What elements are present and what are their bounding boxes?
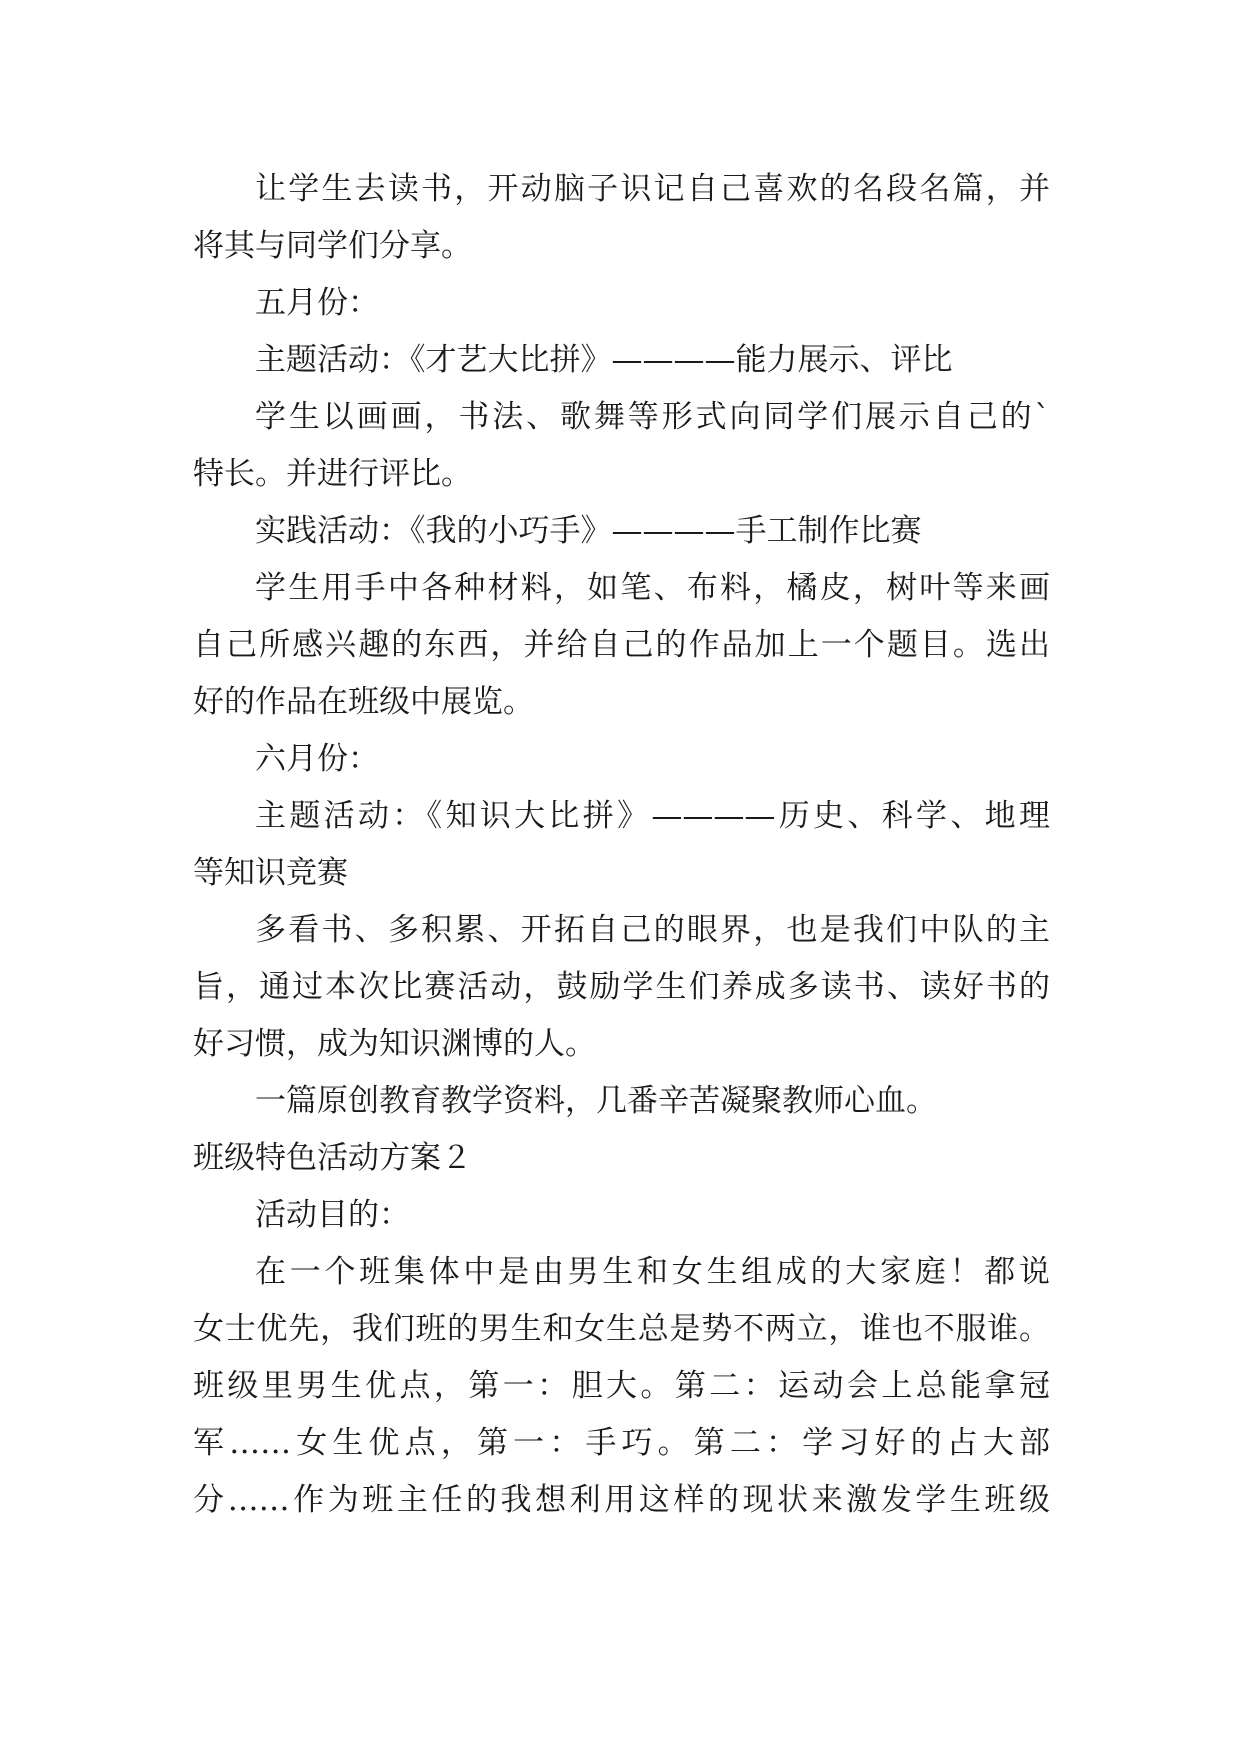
activity-heading: 主题活动：《才艺大比拼》————能力展示、评比 (255, 342, 953, 378)
paragraph-line: 女士优先，我们班的男生和女生总是势不两立，谁也不服谁。 (193, 1311, 1050, 1347)
month-heading: 五月份： (255, 285, 379, 321)
paragraph-line: 好的作品在班级中展览。 (193, 684, 534, 720)
paragraph-line: 旨，通过本次比赛活动，鼓励学生们养成多读书、读好书的 (193, 969, 1050, 1005)
paragraph-line: 学生用手中各种材料，如笔、布料，橘皮，树叶等来画 (255, 570, 1050, 606)
paragraph-line: 学生以画画，书法、歌舞等形式向同学们展示自己的` (255, 399, 1050, 435)
paragraph-line: 多看书、多积累、开拓自己的眼界，也是我们中队的主 (255, 912, 1050, 948)
paragraph-line: 让学生去读书，开动脑子识记自己喜欢的名段名篇，并 (255, 171, 1050, 207)
paragraph-line: 好习惯，成为知识渊博的人。 (193, 1026, 596, 1062)
paragraph-line: 在一个班集体中是由男生和女生组成的大家庭！都说 (255, 1254, 1050, 1290)
paragraph-line: 将其与同学们分享。 (193, 228, 472, 264)
paragraph-line: 一篇原创教育教学资料，几番辛苦凝聚教师心血。 (255, 1083, 937, 1119)
section-title: 班级特色活动方案２ (193, 1140, 472, 1176)
paragraph-line: 班级里男生优点，第一：胆大。第二：运动会上总能拿冠 (193, 1368, 1050, 1404)
paragraph-line: 分……作为班主任的我想利用这样的现状来激发学生班级 (193, 1482, 1050, 1518)
paragraph-line: 特长。并进行评比。 (193, 456, 472, 492)
month-heading: 六月份： (255, 741, 379, 777)
paragraph-line: 等知识竞赛 (193, 855, 348, 891)
paragraph-line: 自己所感兴趣的东西，并给自己的作品加上一个题目。选出 (193, 627, 1050, 663)
paragraph-line: 军……女生优点，第一：手巧。第二：学习好的占大部 (193, 1425, 1050, 1461)
subsection-heading: 活动目的： (255, 1197, 410, 1233)
activity-heading: 实践活动：《我的小巧手》————手工制作比赛 (255, 513, 922, 549)
activity-heading: 主题活动：《知识大比拼》————历史、科学、地理 (255, 798, 1050, 834)
